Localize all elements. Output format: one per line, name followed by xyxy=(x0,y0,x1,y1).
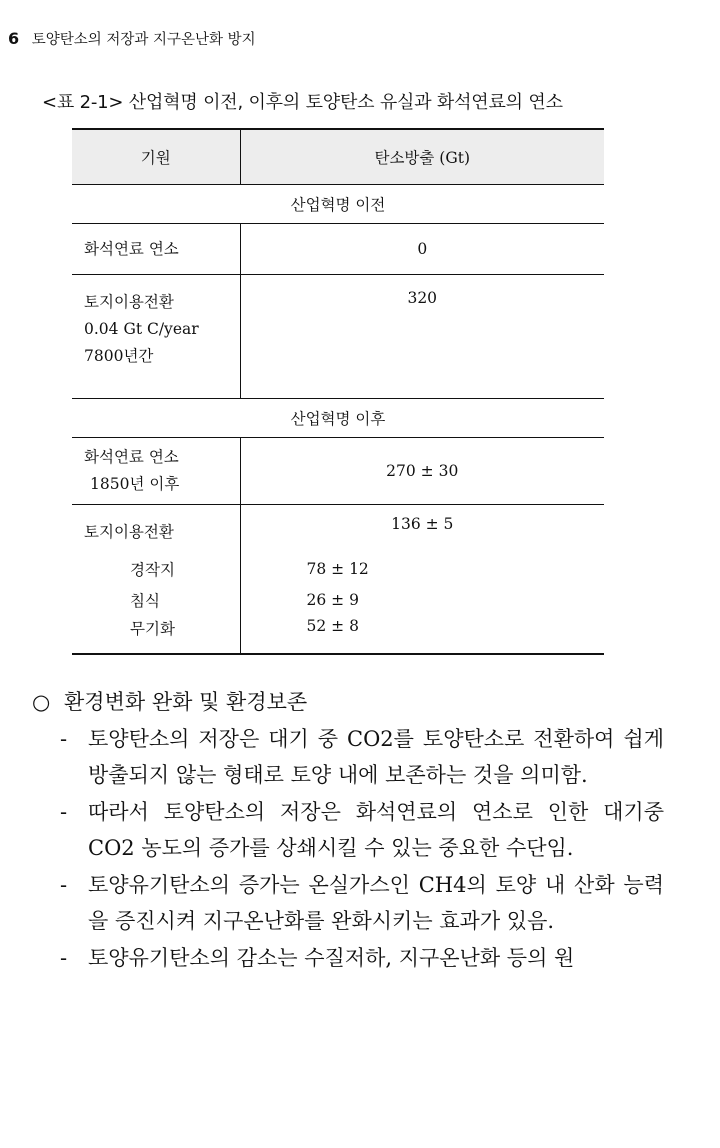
table-row xyxy=(72,224,604,275)
row-value-land-after: 136 ± 5 xyxy=(391,515,454,533)
row-label-land-before xyxy=(72,275,240,399)
dash-item xyxy=(32,721,664,794)
land-before-line: 토지이용전환 xyxy=(84,293,174,311)
dash-item-text: 토양유기탄소의 증가는 온실가스인 CH4의 토양 내 산화 능력을 증진시켜 지구온난화를 완화시키는 효과가 있음. xyxy=(88,872,664,933)
section-label-before: 산업혁명 이전 xyxy=(72,185,604,224)
dash-marker: - xyxy=(60,726,68,751)
bullet-heading xyxy=(32,684,672,721)
subrow-label: 무기화 xyxy=(72,615,240,654)
body-text xyxy=(32,684,672,976)
column-header-origin: 기원 xyxy=(72,129,240,185)
table-header-row xyxy=(72,129,604,185)
dash-marker: - xyxy=(60,945,68,970)
page-header xyxy=(8,28,256,49)
table-row xyxy=(72,275,604,399)
dash-item xyxy=(32,794,664,867)
table-row xyxy=(72,505,604,554)
row-label-fossil-after xyxy=(72,438,240,505)
dash-item xyxy=(32,867,664,940)
page-number: 6 xyxy=(8,29,20,48)
row-value-fossil-before: 0 xyxy=(240,224,604,275)
row-label-land-after: 토지이용전환 xyxy=(72,505,240,554)
section-row-before xyxy=(72,185,604,224)
table-subrow xyxy=(72,584,604,615)
bullet-heading-text: 환경변화 완화 및 환경보존 xyxy=(64,690,308,714)
section-label-after: 산업혁명 이후 xyxy=(72,399,604,438)
subrow-value: 52 ± 8 xyxy=(240,615,604,654)
row-value-land-before: 320 xyxy=(240,275,604,399)
table-row xyxy=(72,438,604,505)
land-before-line: 0.04 Gt C/year xyxy=(84,320,199,338)
subrow-label: 침식 xyxy=(72,584,240,615)
land-before-line: 7800년간 xyxy=(84,347,154,365)
row-value-fossil-after: 270 ± 30 xyxy=(240,438,604,505)
table-caption: <표 2-1> 산업혁명 이전, 이후의 토양탄소 유실과 화석연료의 연소 xyxy=(42,92,563,113)
table-subrow xyxy=(72,553,604,584)
dash-item-text: 따라서 토양탄소의 저장은 화석연료의 연소로 인한 대기중 CO2 농도의 증가를 상쇄시킬 수 있는 중요한 수단임. xyxy=(88,799,664,860)
circle-bullet-icon: ○ xyxy=(32,690,51,714)
subrow-value: 78 ± 12 xyxy=(306,559,369,578)
dash-item-text: 토양탄소의 저장은 대기 중 CO2를 토양탄소로 전환하여 쉽게 방출되지 않는 형태로 토양 내에 보존하는 것을 의미함. xyxy=(88,726,664,787)
running-title: 토양탄소의 저장과 지구온난화 방지 xyxy=(31,32,256,48)
subrow-label: 경작지 xyxy=(72,553,240,584)
carbon-emission-table xyxy=(72,128,604,655)
fossil-after-line: 1850년 이후 xyxy=(90,475,180,493)
dash-marker: - xyxy=(60,799,68,824)
table-subrow xyxy=(72,615,604,654)
dash-marker: - xyxy=(60,872,68,897)
fossil-after-line: 화석연료 연소 xyxy=(84,448,179,466)
dash-item xyxy=(32,940,664,977)
dash-item-text: 토양유기탄소의 감소는 수질저하, 지구온난화 등의 원 xyxy=(88,945,575,970)
section-row-after xyxy=(72,399,604,438)
column-header-emission: 탄소방출 (Gt) xyxy=(240,129,604,185)
row-label-fossil-before: 화석연료 연소 xyxy=(72,224,240,275)
subrow-value: 26 ± 9 xyxy=(306,590,359,609)
